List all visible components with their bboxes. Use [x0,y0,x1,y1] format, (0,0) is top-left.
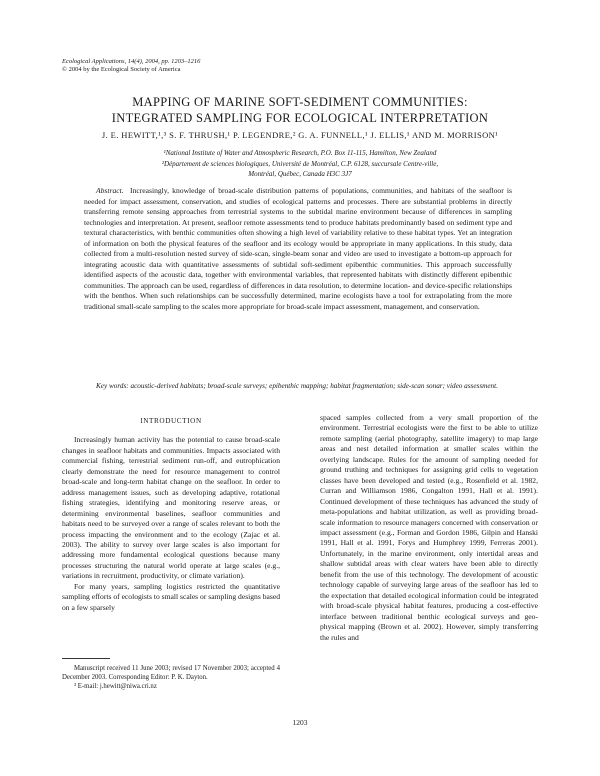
abstract [84,186,512,312]
intro-paragraph-2: For many years, sampling logistics restricted the quantitative sampling efforts of ecologists to small scales or sampling designs based on a few sparsely [62,581,280,612]
article-title [62,94,538,126]
title-line-2: INTEGRATED SAMPLING FOR ECOLOGICAL INTERPRETATION [111,111,489,125]
title-line-1: MAPPING OF MARINE SOFT-SEDIMENT COMMUNITIES: [132,95,468,109]
copyright-line: © 2004 by the Ecological Society of America [62,66,181,73]
footnote-rule [62,658,110,659]
affiliations [62,148,538,180]
author-list: J. E. HEWITT,¹,³ S. F. THRUSH,¹ P. LEGENDRE,² G. A. FUNNELL,¹ J. ELLIS,¹ AND M. MORRISON¹ [101,130,499,140]
affiliation-2: ²Département de sciences biologiques, Université de Montréal, C.P. 6128, succursale Centre-ville, [161,159,439,168]
affiliation-1: ¹National Institute of Water and Atmospheric Research, P.O. Box 11-115, Hamilton, New Zealand [163,149,437,157]
section-heading-introduction: INTRODUCTION [140,417,202,425]
left-column [62,416,280,613]
right-column [320,413,538,643]
manuscript-note: Manuscript received 11 June 2003; revised 17 November 2003; accepted 4 December 2003. Corresponding Editor: P. K. Dayton. [62,665,280,681]
intro-paragraph-2-cont: spaced samples collected from a very small proportion of the environment. Terrestrial ecologists were the first to be able to utilize remote sampling (aerial photography, satellite imagery) to map large areas and nest detailed information at smaller scales within the overlying landscape. Rules for the amount of sampling needed for ground truthing and techniques for assigning grid cells to vegetation classes have been developed and tested (e.g., Rosenfield et al. 1982, Curran and Williamson 1986, Congalton 1991, Hall et al. 1991). Continued development of these techniques has advanced the study of meta-populations and habitat utilization, as well as providing broad-scale information to resource managers concerned with conservation or impact assessment (e.g., Forman and Gordon 1986, Gilpin and Hanski 1991, Hall et al. 1991, Forys and Humphrey 1999, Ferreras 2001). Unfortunately, in the marine environment, only intertidal areas and shallow subtidal areas with clear waters have been able to directly benefit from the use of this technology. The development of acoustic technology capable of surveying large areas of the seafloor has led to the expectation that detailed ecological information could be integrated with broad-scale physical habitat features, producing a cost-effective interface between traditional benthic ecological surveys and geo-physical mapping (Brown et al. 2002). However, simply transferring the rules and [320,413,538,642]
email-note: ³ E-mail: j.hewitt@niwa.cri.nz [74,683,157,690]
footnotes [62,664,280,691]
abstract-text: Increasingly, knowledge of broad-scale distribution patterns of populations, communities, and habitats of the seafloor is needed for impact assessment, conservation, and studies of ecological patterns and processes. There are substantial problems in directly transferring remote sensing approaches from terrestrial systems to the subtidal marine environment because of differences in sampling technologies and interpretation. At present, seafloor remote assessments tend to produce habitats predominantly based on sediment type and textural characteristics, with benthic communities often showing a high level of variability relative to these habitat types. Yet an integration of information on both the physical features of the seafloor and its ecology would be appropriate in many applications. In this study, data collected from a multi-resolution nested survey of side-scan, single-beam sonar and video are used to investigate a bottom-up approach for integrating acoustic data with quantitative assessments of subtidal soft-sediment epibenthic communities. This approach successfully identified aspects of the acoustic data, together with environmental variables, that represented habitats with distinctly different epibenthic communities. The approach can be used, regardless of differences in data resolution, to determine location- and device-specific relationships with the benthos. When such relationships can be successfully determined, marine ecologists have a tool for extrapolating from the more traditional small-scale sampling to the scales more appropriate for broad-scale impact assessment, management, and conservation. [84,186,512,311]
intro-paragraph-1: Increasingly human activity has the potential to cause broad-scale changes in seafloor habitats and communities. Impacts associated with commercial fishing, terrestrial sediment run-off, and eutrophication clearly demonstrate the need for resource management to control broad-scale and long-term habitat change on the seafloor. In order to address management issues, such as developing adaptive, rotational fishing strategies, identifying and monitoring reserve areas, or determining environmental baselines, seafloor communities and habitats need to be surveyed over a range of scales relevant to both the process impacting the environment and to the ecology (Zajac et al. 2003). The ability to survey over large scales is also important for addressing more fundamental ecological questions because many processes structuring the natural world operate at large scales (e.g., variations in recruitment, productivity, or climate variation). [62,435,280,581]
affiliation-2-cont: Montréal, Québec, Canada H3C 3J7 [248,170,352,178]
journal-citation: Ecological Applications, 14(4), 2004, pp. 1203–1216 [62,58,201,65]
journal-header [62,58,200,74]
abstract-label: Abstract. [96,186,124,195]
keywords: Key words: acoustic-derived habitats; broad-scale surveys; epibenthic mapping; habitat fragmentation; side-scan sonar; video assessment. [96,382,498,390]
page-number: 1203 [292,718,308,727]
